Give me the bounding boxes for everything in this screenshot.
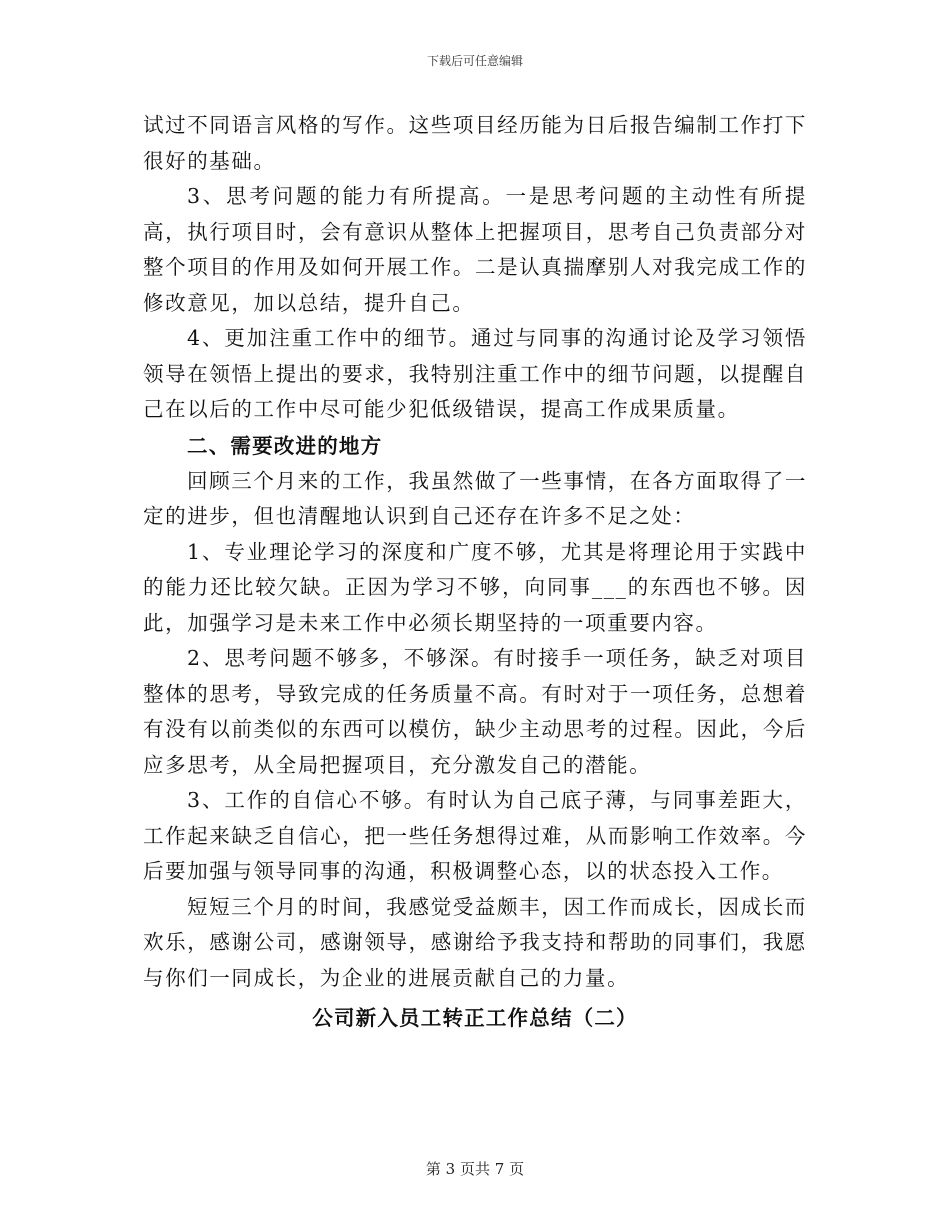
paragraph-weakness-2: 2、思考问题不够多，不够深。有时接手一项任务，缺乏对项目整体的思考，导致完成的任务质量不高。有时对于一项任务，总想着有没有以前类似的东西可以模仿，缺少主动思考的过程。因此，今后应多思考，从全局把握项目，充分激发自己的潜能。	[143, 646, 807, 777]
page-footer: 第 3 页共 7 页	[425, 1160, 525, 1178]
paragraph-review-intro: 回顾三个月来的工作，我虽然做了一些事情，在各方面取得了一定的进步，但也清醒地认识到自己还存在许多不足之处：	[143, 468, 807, 528]
page-header: 下载后可任意编辑	[426, 54, 523, 68]
document-body	[143, 108, 807, 1038]
section-heading-improvements: 二、需要改进的地方	[187, 433, 383, 458]
paragraph-continuation: 试过不同语言风格的写作。这些项目经历能为日后报告编制工作打下很好的基础。	[143, 113, 807, 173]
paragraph-weakness-1: 1、专业理论学习的深度和广度不够，尤其是将理论用于实践中的能力还比较欠缺。正因为学习不够，向同事___的东西也不够。因此，加强学习是未来工作中必须长期坚持的一项重要内容。	[143, 539, 807, 635]
paragraph-point-4-details: 4、更加注重工作中的细节。通过与同事的沟通讨论及学习领悟领导在领悟上提出的要求，我特别注重工作中的细节问题，以提醒自己在以后的工作中尽可能少犯低级错误，提高工作成果质量。	[143, 326, 807, 421]
paragraph-weakness-3: 3、工作的自信心不够。有时认为自己底子薄，与同事差距大，工作起来缺乏自信心，把一些任务想得过难，从而影响工作效率。今后要加强与领导同事的沟通，积极调整心态，以的状态投入工作。	[143, 788, 807, 883]
next-section-title: 公司新入员工转正工作总结（二）	[312, 1006, 638, 1030]
paragraph-conclusion: 短短三个月的时间，我感觉受益颇丰，因工作而成长，因成长而欢乐，感谢公司，感谢领导，感谢给予我支持和帮助的同事们，我愿与你们一同成长，为企业的进展贡献自己的力量。	[143, 894, 807, 990]
paragraph-point-3-thinking: 3、思考问题的能力有所提高。一是思考问题的主动性有所提高，执行项目时，会有意识从整体上把握项目，思考自己负责部分对整个项目的作用及如何开展工作。二是认真揣摩别人对我完成工作的修改意见，加以总结，提升自己。	[143, 184, 807, 315]
